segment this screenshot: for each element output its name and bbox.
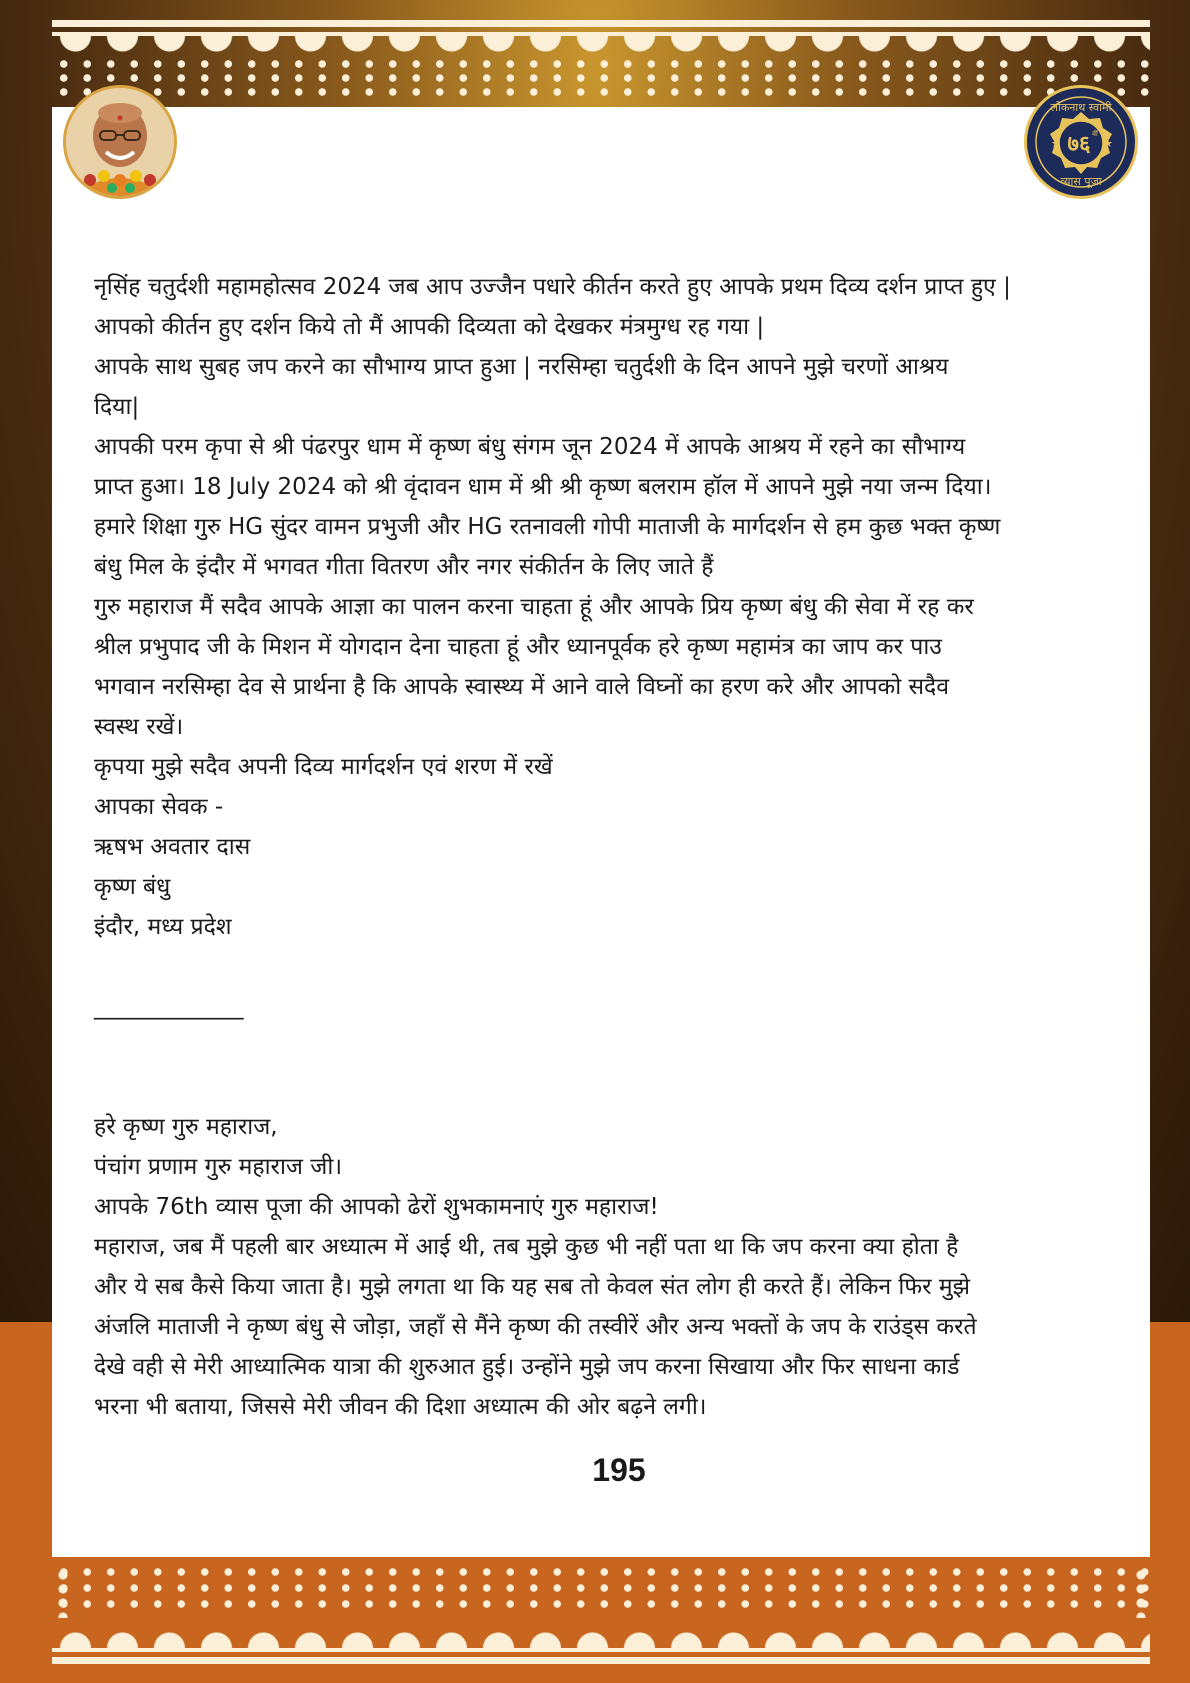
top-dot-row (52, 74, 1150, 82)
letter-2-line: पंचांग प्रणाम गुरु महाराज जी। (94, 1154, 343, 1180)
letter-2-line: और ये सब कैसे किया जाता है। मुझे लगता था कि यह सब तो केवल संत लोग ही करते हैं। लेकिन फिर मुझे (94, 1274, 970, 1300)
letter-1-line: आपके साथ सुबह जप करने का सौभाग्य प्राप्त हुआ | नरसिम्हा चतुर्दशी के दिन आपने मुझे चरणों आश्रय (94, 354, 949, 380)
emblem-top-text: लोकनाथ स्वामी (1050, 101, 1112, 114)
spacer (94, 1027, 1094, 1067)
letter-separator: _____________ (94, 994, 244, 1020)
letter-1-author-location: इंदौर, मध्य प्रदेश (94, 914, 232, 940)
top-dot-row (52, 88, 1150, 96)
letter-2-line: अंजलि माताजी ने कृष्ण बंधु से जोड़ा, जहाँ से मैंने कृष्ण की तस्वीरें और अन्य भक्तों के जप के राउंड्स करते (94, 1314, 977, 1340)
spacer (94, 1067, 1094, 1107)
svg-text:★: ★ (1103, 137, 1113, 150)
letter-1-line: दिया| (94, 394, 140, 420)
top-border-line (52, 20, 1150, 27)
bottom-right-dots (1136, 1568, 1146, 1618)
bottom-border-line-thin (52, 1648, 1150, 1652)
top-dot-row (52, 60, 1150, 68)
emblem-graphic (1027, 88, 1135, 196)
letter-1-line: हमारे शिक्षा गुरु HG सुंदर वामन प्रभुजी और HG रतनावली गोपी माताजी के मार्गदर्शन से हम कुछ भक्त कृष्ण (94, 514, 1001, 540)
bottom-dot-row (52, 1584, 1150, 1592)
letter-2-line: देखे वही से मेरी आध्यात्मिक यात्रा की शुरुआत हुई। उन्होंने मुझे जप करना सिखाया और फिर साधना कार्ड (94, 1354, 960, 1380)
vyasa-puja-76-emblem (1024, 85, 1138, 199)
portrait-image (66, 88, 174, 196)
top-scallop-border (52, 36, 1150, 60)
letter-1-signoff: आपका सेवक - (94, 794, 224, 820)
letter-1-line: प्राप्त हुआ। 18 July 2024 को श्री वृंदावन धाम में श्री श्री कृष्ण बलराम हॉल में आपने मुझे नया जन्म दिया। (94, 474, 992, 500)
letter-2-line: भरना भी बताया, जिससे मेरी जीवन की दिशा अध्यात्म की ओर बढ़ने लगी। (94, 1394, 707, 1420)
page-number: 195 (592, 1452, 646, 1488)
letter-2 (94, 1107, 1094, 1427)
letter-1-line: गुरु महाराज मैं सदैव आपके आज्ञा का पालन करना चाहता हूं और आपके प्रिय कृष्ण बंधु की सेवा में रह कर (94, 594, 974, 620)
letter-1-line: भगवान नरसिम्हा देव से प्रार्थना है कि आपके स्वास्थ्य में आने वाले विघ्नों का हरण करे और आपको सदैव (94, 674, 950, 700)
letter-1-line: नृसिंह चतुर्दशी महामहोत्सव 2024 जब आप उज्जैन पधारे कीर्तन करते हुए आपके प्रथम दिव्य दर्शन प्राप्त हुए | (94, 274, 1011, 300)
letter-1-line: श्रील प्रभुपाद जी के मिशन में योगदान देना चाहता हूं और ध्यानपूर्वक हरे कृष्ण महामंत्र का जाप कर पाउ (94, 634, 942, 660)
letter-1-line: स्वस्थ रखें। (94, 714, 184, 740)
letter-2-line: आपके 76th व्यास पूजा की आपको ढेरों शुभकामनाएं गुरु महाराज! (94, 1194, 659, 1220)
emblem-number-suffix: वीं (1092, 130, 1098, 138)
spacer (94, 947, 1094, 987)
letter-1-author-name: ऋषभ अवतार दास (94, 834, 251, 860)
emblem-bottom-text: व्यास पूजा (1060, 175, 1102, 188)
letter-1 (94, 267, 1094, 947)
letter-2-line: महाराज, जब मैं पहली बार अध्यात्म में आई थी, तब मुझे कुछ भी नहीं पता था कि जप करना क्या होता है (94, 1234, 959, 1260)
letter-body (94, 267, 1094, 1427)
letter-2-greeting: हरे कृष्ण गुरु महाराज, (94, 1114, 278, 1140)
guru-portrait (63, 85, 177, 199)
letter-1-line: बंधु मिल के इंदौर में भगवत गीता वितरण और नगर संकीर्तन के लिए जाते हैं (94, 554, 714, 580)
letter-1-line: आपकी परम कृपा से श्री पंढरपुर धाम में कृष्ण बंधु संगम जून 2024 में आपके आश्रय में रहने का सौभाग्य (94, 434, 966, 460)
letter-1-author-group: कृष्ण बंधु (94, 874, 171, 900)
emblem-number: ७६ (1067, 132, 1091, 157)
bottom-left-dots (58, 1568, 68, 1618)
letter-1-line: कृपया मुझे सदैव अपनी दिव्य मार्गदर्शन एवं शरण में रखें (94, 754, 553, 780)
svg-text:★: ★ (1051, 137, 1061, 150)
bottom-scallop-border (52, 1624, 1150, 1648)
bottom-border-line (52, 1657, 1150, 1664)
bottom-dot-row (52, 1568, 1150, 1576)
letter-1-line: आपको कीर्तन हुए दर्शन किये तो मैं आपकी दिव्यता को देखकर मंत्रमुग्ध रह गया | (94, 314, 765, 340)
bottom-dot-row (52, 1600, 1150, 1608)
